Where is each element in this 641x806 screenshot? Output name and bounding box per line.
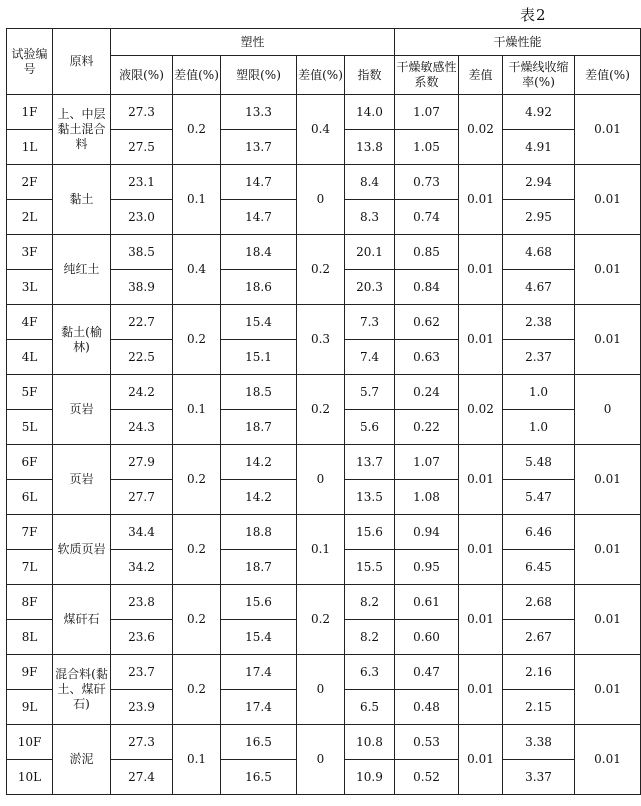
shrinkage-cell: 4.92	[503, 95, 575, 130]
table-row	[7, 165, 641, 200]
header-plasticity: 塑性	[111, 29, 395, 56]
sensitivity-cell: 0.48	[395, 690, 459, 725]
shr-diff-cell: 0.01	[575, 235, 641, 305]
liquid-limit-cell: 27.5	[111, 130, 173, 165]
plastic-limit-cell: 13.7	[221, 130, 297, 165]
shrinkage-cell: 4.68	[503, 235, 575, 270]
index-cell: 13.8	[345, 130, 395, 165]
test-id-cell: 9L	[7, 690, 53, 725]
test-id-cell: 7L	[7, 550, 53, 585]
sensitivity-cell: 0.84	[395, 270, 459, 305]
header-plastic-limit: 塑限(%)	[221, 56, 297, 95]
shrinkage-cell: 4.67	[503, 270, 575, 305]
liquid-limit-cell: 22.7	[111, 305, 173, 340]
table-row	[7, 305, 641, 340]
liquid-limit-cell: 27.9	[111, 445, 173, 480]
liquid-limit-cell: 27.3	[111, 95, 173, 130]
index-cell: 8.4	[345, 165, 395, 200]
test-id-cell: 8F	[7, 585, 53, 620]
sensitivity-cell: 0.62	[395, 305, 459, 340]
pl-diff-cell: 0	[297, 445, 345, 515]
header-row-1	[7, 29, 641, 56]
ll-diff-cell: 0.2	[173, 305, 221, 375]
material-cell: 淤泥	[53, 725, 111, 795]
sensitivity-cell: 1.07	[395, 95, 459, 130]
plastic-limit-cell: 16.5	[221, 760, 297, 795]
shrinkage-cell: 6.45	[503, 550, 575, 585]
sensitivity-cell: 1.08	[395, 480, 459, 515]
test-id-cell: 6L	[7, 480, 53, 515]
shrinkage-cell: 1.0	[503, 375, 575, 410]
liquid-limit-cell: 38.9	[111, 270, 173, 305]
index-cell: 14.0	[345, 95, 395, 130]
material-cell: 软质页岩	[53, 515, 111, 585]
liquid-limit-cell: 27.7	[111, 480, 173, 515]
test-id-cell: 2F	[7, 165, 53, 200]
sens-diff-cell: 0.01	[459, 445, 503, 515]
ll-diff-cell: 0.2	[173, 515, 221, 585]
table-row	[7, 235, 641, 270]
shrinkage-cell: 2.16	[503, 655, 575, 690]
ll-diff-cell: 0.2	[173, 655, 221, 725]
sensitivity-cell: 1.05	[395, 130, 459, 165]
header-test-no: 试验编号	[7, 29, 53, 95]
header-pl-diff: 差值(%)	[297, 56, 345, 95]
shr-diff-cell: 0.01	[575, 165, 641, 235]
plastic-limit-cell: 17.4	[221, 655, 297, 690]
sensitivity-cell: 0.24	[395, 375, 459, 410]
shrinkage-cell: 2.68	[503, 585, 575, 620]
shrinkage-cell: 3.37	[503, 760, 575, 795]
sens-diff-cell: 0.01	[459, 585, 503, 655]
liquid-limit-cell: 38.5	[111, 235, 173, 270]
plastic-limit-cell: 15.1	[221, 340, 297, 375]
shrinkage-cell: 3.38	[503, 725, 575, 760]
sens-diff-cell: 0.01	[459, 305, 503, 375]
table-row	[7, 725, 641, 760]
sens-diff-cell: 0.02	[459, 375, 503, 445]
table-row	[7, 95, 641, 130]
shr-diff-cell: 0.01	[575, 305, 641, 375]
liquid-limit-cell: 23.7	[111, 655, 173, 690]
plastic-limit-cell: 16.5	[221, 725, 297, 760]
shrinkage-cell: 6.46	[503, 515, 575, 550]
liquid-limit-cell: 27.3	[111, 725, 173, 760]
data-table	[6, 28, 641, 795]
test-id-cell: 5L	[7, 410, 53, 445]
plastic-limit-cell: 15.6	[221, 585, 297, 620]
pl-diff-cell: 0.3	[297, 305, 345, 375]
index-cell: 10.9	[345, 760, 395, 795]
plastic-limit-cell: 18.5	[221, 375, 297, 410]
sensitivity-cell: 0.85	[395, 235, 459, 270]
header-drying: 干燥性能	[395, 29, 641, 56]
sensitivity-cell: 0.94	[395, 515, 459, 550]
shr-diff-cell: 0.01	[575, 95, 641, 165]
index-cell: 13.7	[345, 445, 395, 480]
table-row	[7, 445, 641, 480]
pl-diff-cell: 0.2	[297, 375, 345, 445]
test-id-cell: 1L	[7, 130, 53, 165]
ll-diff-cell: 0.1	[173, 165, 221, 235]
material-cell: 页岩	[53, 375, 111, 445]
sens-diff-cell: 0.01	[459, 725, 503, 795]
material-cell: 混合料(黏土、煤矸石)	[53, 655, 111, 725]
liquid-limit-cell: 34.2	[111, 550, 173, 585]
sensitivity-cell: 0.60	[395, 620, 459, 655]
liquid-limit-cell: 23.8	[111, 585, 173, 620]
plastic-limit-cell: 15.4	[221, 620, 297, 655]
test-id-cell: 3F	[7, 235, 53, 270]
liquid-limit-cell: 23.1	[111, 165, 173, 200]
material-cell: 纯红土	[53, 235, 111, 305]
plastic-limit-cell: 15.4	[221, 305, 297, 340]
material-cell: 黏土	[53, 165, 111, 235]
shr-diff-cell: 0.01	[575, 725, 641, 795]
sens-diff-cell: 0.02	[459, 95, 503, 165]
table-body	[7, 95, 641, 795]
shrinkage-cell: 5.48	[503, 445, 575, 480]
shrinkage-cell: 2.67	[503, 620, 575, 655]
plastic-limit-cell: 14.2	[221, 480, 297, 515]
header-sens-diff: 差值	[459, 56, 503, 95]
material-cell: 上、中层黏土混合料	[53, 95, 111, 165]
plastic-limit-cell: 18.7	[221, 410, 297, 445]
pl-diff-cell: 0.4	[297, 95, 345, 165]
test-id-cell: 10F	[7, 725, 53, 760]
index-cell: 20.1	[345, 235, 395, 270]
index-cell: 7.4	[345, 340, 395, 375]
index-cell: 20.3	[345, 270, 395, 305]
plastic-limit-cell: 14.2	[221, 445, 297, 480]
sensitivity-cell: 0.74	[395, 200, 459, 235]
sensitivity-cell: 0.53	[395, 725, 459, 760]
test-id-cell: 5F	[7, 375, 53, 410]
sensitivity-cell: 0.22	[395, 410, 459, 445]
ll-diff-cell: 0.1	[173, 375, 221, 445]
shrinkage-cell: 4.91	[503, 130, 575, 165]
plastic-limit-cell: 18.4	[221, 235, 297, 270]
material-cell: 黏土(榆林)	[53, 305, 111, 375]
index-cell: 5.7	[345, 375, 395, 410]
index-cell: 6.3	[345, 655, 395, 690]
sensitivity-cell: 0.73	[395, 165, 459, 200]
ll-diff-cell: 0.4	[173, 235, 221, 305]
plastic-limit-cell: 14.7	[221, 165, 297, 200]
sensitivity-cell: 0.52	[395, 760, 459, 795]
shrinkage-cell: 5.47	[503, 480, 575, 515]
plastic-limit-cell: 17.4	[221, 690, 297, 725]
shr-diff-cell: 0.01	[575, 445, 641, 515]
plastic-limit-cell: 18.6	[221, 270, 297, 305]
ll-diff-cell: 0.1	[173, 725, 221, 795]
sens-diff-cell: 0.01	[459, 165, 503, 235]
liquid-limit-cell: 34.4	[111, 515, 173, 550]
test-id-cell: 8L	[7, 620, 53, 655]
index-cell: 6.5	[345, 690, 395, 725]
sens-diff-cell: 0.01	[459, 515, 503, 585]
shrinkage-cell: 2.38	[503, 305, 575, 340]
data-table-container	[6, 28, 630, 795]
sensitivity-cell: 0.47	[395, 655, 459, 690]
table-row	[7, 375, 641, 410]
liquid-limit-cell: 24.3	[111, 410, 173, 445]
index-cell: 10.8	[345, 725, 395, 760]
pl-diff-cell: 0	[297, 165, 345, 235]
shrinkage-cell: 2.95	[503, 200, 575, 235]
liquid-limit-cell: 23.6	[111, 620, 173, 655]
material-cell: 页岩	[53, 445, 111, 515]
index-cell: 13.5	[345, 480, 395, 515]
test-id-cell: 3L	[7, 270, 53, 305]
test-id-cell: 1F	[7, 95, 53, 130]
ll-diff-cell: 0.2	[173, 585, 221, 655]
shrinkage-cell: 1.0	[503, 410, 575, 445]
table-row	[7, 585, 641, 620]
liquid-limit-cell: 27.4	[111, 760, 173, 795]
test-id-cell: 6F	[7, 445, 53, 480]
liquid-limit-cell: 23.0	[111, 200, 173, 235]
sensitivity-cell: 0.63	[395, 340, 459, 375]
index-cell: 7.3	[345, 305, 395, 340]
header-shrinkage: 干燥线收缩率(%)	[503, 56, 575, 95]
liquid-limit-cell: 24.2	[111, 375, 173, 410]
shr-diff-cell: 0.01	[575, 585, 641, 655]
plastic-limit-cell: 18.7	[221, 550, 297, 585]
header-liquid-limit: 液限(%)	[111, 56, 173, 95]
sens-diff-cell: 0.01	[459, 235, 503, 305]
index-cell: 8.2	[345, 620, 395, 655]
shrinkage-cell: 2.15	[503, 690, 575, 725]
index-cell: 15.5	[345, 550, 395, 585]
shrinkage-cell: 2.37	[503, 340, 575, 375]
shr-diff-cell: 0	[575, 375, 641, 445]
header-index: 指数	[345, 56, 395, 95]
shr-diff-cell: 0.01	[575, 655, 641, 725]
pl-diff-cell: 0.2	[297, 235, 345, 305]
shrinkage-cell: 2.94	[503, 165, 575, 200]
table-caption: 表2	[520, 6, 547, 24]
test-id-cell: 10L	[7, 760, 53, 795]
index-cell: 8.3	[345, 200, 395, 235]
material-cell: 煤矸石	[53, 585, 111, 655]
plastic-limit-cell: 13.3	[221, 95, 297, 130]
table-row	[7, 515, 641, 550]
test-id-cell: 4F	[7, 305, 53, 340]
table-row	[7, 655, 641, 690]
sensitivity-cell: 0.61	[395, 585, 459, 620]
shr-diff-cell: 0.01	[575, 515, 641, 585]
sens-diff-cell: 0.01	[459, 655, 503, 725]
header-sensitivity: 干燥敏感性系数	[395, 56, 459, 95]
test-id-cell: 7F	[7, 515, 53, 550]
index-cell: 5.6	[345, 410, 395, 445]
test-id-cell: 9F	[7, 655, 53, 690]
liquid-limit-cell: 22.5	[111, 340, 173, 375]
header-shr-diff: 差值(%)	[575, 56, 641, 95]
header-ll-diff: 差值(%)	[173, 56, 221, 95]
ll-diff-cell: 0.2	[173, 445, 221, 515]
sensitivity-cell: 1.07	[395, 445, 459, 480]
header-material: 原料	[53, 29, 111, 95]
index-cell: 8.2	[345, 585, 395, 620]
test-id-cell: 4L	[7, 340, 53, 375]
pl-diff-cell: 0.2	[297, 585, 345, 655]
pl-diff-cell: 0	[297, 655, 345, 725]
plastic-limit-cell: 14.7	[221, 200, 297, 235]
test-id-cell: 2L	[7, 200, 53, 235]
pl-diff-cell: 0.1	[297, 515, 345, 585]
ll-diff-cell: 0.2	[173, 95, 221, 165]
pl-diff-cell: 0	[297, 725, 345, 795]
index-cell: 15.6	[345, 515, 395, 550]
plastic-limit-cell: 18.8	[221, 515, 297, 550]
sensitivity-cell: 0.95	[395, 550, 459, 585]
liquid-limit-cell: 23.9	[111, 690, 173, 725]
